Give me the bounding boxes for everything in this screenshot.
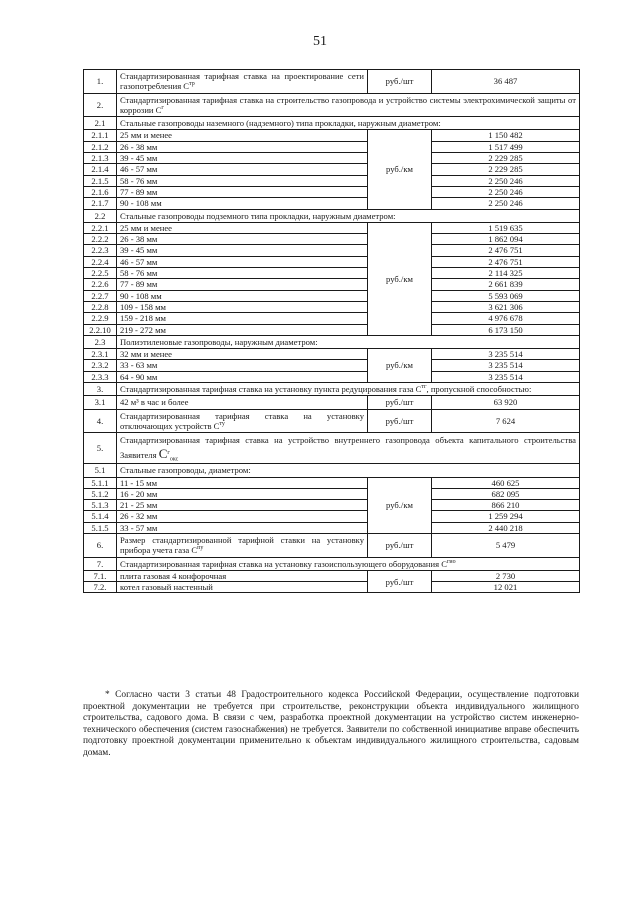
row-description: 159 - 218 мм — [117, 313, 368, 324]
row-number: 7.2. — [84, 582, 117, 593]
row-number: 2.2.2 — [84, 234, 117, 245]
row-number: 2.2 — [84, 209, 117, 222]
table-row — [84, 290, 580, 301]
row-description: 39 - 45 мм — [117, 153, 368, 164]
section-header-text — [117, 209, 580, 222]
row-value: 2 661 839 — [432, 279, 580, 290]
tariff-superscript: тг — [421, 384, 427, 391]
tariff-superscript: г — [161, 105, 164, 112]
tariff-table — [83, 69, 580, 593]
row-value: 2 229 285 — [432, 153, 580, 164]
row-description: 26 - 38 мм — [117, 141, 368, 152]
row-description-cell — [117, 396, 368, 409]
section-header-row — [84, 209, 580, 222]
row-description: 109 - 158 мм — [117, 301, 368, 312]
section-header-row — [84, 335, 580, 348]
row-number: 2.2.5 — [84, 268, 117, 279]
row-value: 6 173 150 — [432, 324, 580, 335]
row-number: 2.2.7 — [84, 290, 117, 301]
table-row — [84, 245, 580, 256]
section-header-text — [117, 464, 580, 477]
row-description: Стальные газопроводы, диаметром: — [120, 465, 251, 476]
section-header-row — [84, 464, 580, 477]
row-number: 2.2.10 — [84, 324, 117, 335]
row-description-cell — [117, 70, 368, 94]
row-description: 58 - 76 мм — [117, 175, 368, 186]
row-description: 90 - 108 мм — [117, 198, 368, 209]
row-number: 2. — [84, 93, 117, 117]
row-value: 2 250 246 — [432, 186, 580, 197]
row-value: 2 229 285 — [432, 164, 580, 175]
row-value: 5 593 069 — [432, 290, 580, 301]
row-unit: руб./км — [368, 349, 432, 383]
row-description: котел газовый настенный — [117, 582, 368, 593]
row-number: 2.1.4 — [84, 164, 117, 175]
row-description: Стандартизированная тарифная ставка на проектирование сети газопотребления С — [120, 71, 364, 92]
row-number: 2.3.2 — [84, 360, 117, 371]
row-number: 5.1.2 — [84, 488, 117, 499]
table-row — [84, 186, 580, 197]
row-number: 2.1.1 — [84, 130, 117, 141]
row-number: 2.1.7 — [84, 198, 117, 209]
row-number: 2.3 — [84, 335, 117, 348]
row-value: 2 114 325 — [432, 268, 580, 279]
row-description-cell — [117, 409, 368, 433]
row-unit: руб./км — [368, 477, 432, 533]
table-row — [84, 371, 580, 382]
tariff-superscript: ту — [219, 421, 225, 428]
row-description: 32 мм и менее — [117, 349, 368, 360]
table-row — [84, 234, 580, 245]
row-value: 2 250 246 — [432, 175, 580, 186]
row-value: 3 235 514 — [432, 349, 580, 360]
row-description: 42 м³ в час и более — [120, 397, 189, 408]
row-value: 12 021 — [432, 582, 580, 593]
row-description: Стальные газопроводы подземного типа прокладки, наружным диаметром: — [120, 210, 396, 221]
row-description: 77 - 89 мм — [117, 186, 368, 197]
row-unit: руб./шт — [368, 409, 432, 433]
table-row — [84, 141, 580, 152]
row-unit: руб./км — [368, 130, 432, 209]
tariff-superscript: гио — [446, 558, 456, 565]
table-row — [84, 313, 580, 324]
tariff-superscript: г — [167, 450, 170, 457]
row-value: 1 862 094 — [432, 234, 580, 245]
row-description: 21 - 25 мм — [117, 500, 368, 511]
table-row — [84, 324, 580, 335]
row-number: 2.2.4 — [84, 256, 117, 267]
row-value: 63 920 — [432, 396, 580, 409]
row-description-cell — [117, 533, 368, 557]
row-description-tail: , пропускной способностью: — [426, 384, 532, 395]
section-header-text — [117, 557, 580, 570]
row-description: 90 - 108 мм — [117, 290, 368, 301]
row-description: 16 - 20 мм — [117, 488, 368, 499]
row-unit: руб./км — [368, 222, 432, 335]
row-value: 866 210 — [432, 500, 580, 511]
row-description: 26 - 32 мм — [117, 511, 368, 522]
section-header-row — [84, 383, 580, 396]
row-number: 1. — [84, 70, 117, 94]
table-row — [84, 222, 580, 233]
row-value: 4 976 678 — [432, 313, 580, 324]
row-description: Стандартизированная тарифная ставка на установку газоиспользующего оборудования С — [120, 558, 447, 569]
row-number: 3.1 — [84, 396, 117, 409]
row-number: 5.1 — [84, 464, 117, 477]
table-row — [84, 198, 580, 209]
row-number: 7.1. — [84, 570, 117, 581]
row-value: 1 517 499 — [432, 141, 580, 152]
row-number: 3. — [84, 383, 117, 396]
row-number: 2.2.1 — [84, 222, 117, 233]
row-number: 5. — [84, 433, 117, 464]
row-number: 7. — [84, 557, 117, 570]
tariff-table-body — [84, 70, 580, 593]
table-row — [84, 396, 580, 409]
tariff-superscript: пу — [197, 545, 204, 552]
row-value: 3 235 514 — [432, 360, 580, 371]
section-header-row — [84, 93, 580, 117]
row-description: 39 - 45 мм — [117, 245, 368, 256]
table-row — [84, 500, 580, 511]
row-value: 2 250 246 — [432, 198, 580, 209]
table-row — [84, 70, 580, 94]
section-header-row — [84, 117, 580, 130]
row-description: Стандартизированная тарифная ставка на устройство внутреннего газопровода объекта капитального строительства Заявителя — [120, 435, 576, 461]
row-description: 33 - 57 мм — [117, 522, 368, 533]
row-value: 3 621 306 — [432, 301, 580, 312]
row-value: 682 095 — [432, 488, 580, 499]
table-row — [84, 279, 580, 290]
row-description: Стандартизированная тарифная ставка на установку пункта редуцирования газа С — [120, 384, 422, 395]
tariff-superscript: тр — [189, 81, 195, 88]
row-number: 2.3.3 — [84, 371, 117, 382]
row-unit: руб./шт — [368, 70, 432, 94]
table-row — [84, 256, 580, 267]
row-number: 2.2.8 — [84, 301, 117, 312]
row-value: 1 259 294 — [432, 511, 580, 522]
row-value: 2 440 218 — [432, 522, 580, 533]
row-description: 46 - 57 мм — [117, 256, 368, 267]
table-row — [84, 153, 580, 164]
row-value: 2 730 — [432, 570, 580, 581]
row-description: Стальные газопроводы наземного (надземного) типа прокладки, наружным диаметром: — [120, 118, 441, 129]
row-description: 26 - 38 мм — [117, 234, 368, 245]
row-description: 77 - 89 мм — [117, 279, 368, 290]
row-unit: руб./шт — [368, 570, 432, 593]
row-number: 5.1.5 — [84, 522, 117, 533]
row-value: 7 624 — [432, 409, 580, 433]
row-description: 219 - 272 мм — [117, 324, 368, 335]
table-row — [84, 570, 580, 581]
section-header-row — [84, 557, 580, 570]
table-row — [84, 130, 580, 141]
table-row — [84, 409, 580, 433]
row-description: 33 - 63 мм — [117, 360, 368, 371]
tariff-subscript: окс — [169, 456, 179, 463]
table-row — [84, 164, 580, 175]
row-number: 2.1.5 — [84, 175, 117, 186]
row-number: 2.1.2 — [84, 141, 117, 152]
table-row — [84, 477, 580, 488]
row-unit: руб./шт — [368, 533, 432, 557]
row-value: 2 476 751 — [432, 245, 580, 256]
section-header-text — [117, 93, 580, 117]
table-row — [84, 488, 580, 499]
row-number: 2.2.6 — [84, 279, 117, 290]
section-header-text — [117, 433, 580, 464]
row-description: 64 - 90 мм — [117, 371, 368, 382]
row-description: 58 - 76 мм — [117, 268, 368, 279]
table-row — [84, 582, 580, 593]
row-number: 5.1.1 — [84, 477, 117, 488]
row-number: 2.2.9 — [84, 313, 117, 324]
row-description: 25 мм и менее — [117, 222, 368, 233]
table-row — [84, 268, 580, 279]
tariff-symbol: С — [158, 446, 168, 462]
row-value: 3 235 514 — [432, 371, 580, 382]
row-number: 6. — [84, 533, 117, 557]
page-number: 51 — [313, 34, 327, 49]
row-value: 460 625 — [432, 477, 580, 488]
section-header-row — [84, 433, 580, 464]
row-value: 5 479 — [432, 533, 580, 557]
row-number: 2.3.1 — [84, 349, 117, 360]
row-description: плита газовая 4 конфорочная — [117, 570, 368, 581]
row-value: 1 150 482 — [432, 130, 580, 141]
row-number: 4. — [84, 409, 117, 433]
row-description: Полиэтиленовые газопроводы, наружным диаметром: — [120, 336, 318, 347]
row-value: 36 487 — [432, 70, 580, 94]
row-number: 5.1.3 — [84, 500, 117, 511]
row-description: Стандартизированная тарифная ставка на строительство газопровода и устройство системы электрохимической защиты от коррозии С — [120, 94, 576, 115]
row-value: 1 519 635 — [432, 222, 580, 233]
table-row — [84, 360, 580, 371]
table-row — [84, 533, 580, 557]
table-row — [84, 349, 580, 360]
row-number: 5.1.4 — [84, 511, 117, 522]
row-number: 2.1.3 — [84, 153, 117, 164]
table-row — [84, 511, 580, 522]
row-number: 2.2.3 — [84, 245, 117, 256]
table-row — [84, 175, 580, 186]
section-header-text — [117, 383, 580, 396]
table-row — [84, 522, 580, 533]
footnote: * Согласно части 3 статьи 48 Градостроительного кодекса Российской Федерации, осуществление подготовки проектной документации не требуется при строительстве, реконструкции объекта индивидуального жилищного строительства, садового дома. В связи с чем, разработка проектной документации на устройство систем инженерно-технического обеспечения (систем газоснабжения) не требуется. Заявители по собственной инициативе вправе обеспечить подготовку проектной документации применительно к объектам индивидуального жилищного строительства, садовым домам. — [83, 690, 579, 758]
section-header-text — [117, 117, 580, 130]
row-number: 2.1 — [84, 117, 117, 130]
row-unit: руб./шт — [368, 396, 432, 409]
row-value: 2 476 751 — [432, 256, 580, 267]
row-description: Стандартизированная тарифная ставка на установку отключающих устройств С — [120, 410, 364, 431]
table-row — [84, 301, 580, 312]
row-description: 46 - 57 мм — [117, 164, 368, 175]
row-description: 25 мм и менее — [117, 130, 368, 141]
row-description: Размер стандартизированной тарифной ставки на установку прибора учета газа С — [120, 534, 364, 556]
row-description: 11 - 15 мм — [117, 477, 368, 488]
section-header-text — [117, 335, 580, 348]
row-number: 2.1.6 — [84, 186, 117, 197]
